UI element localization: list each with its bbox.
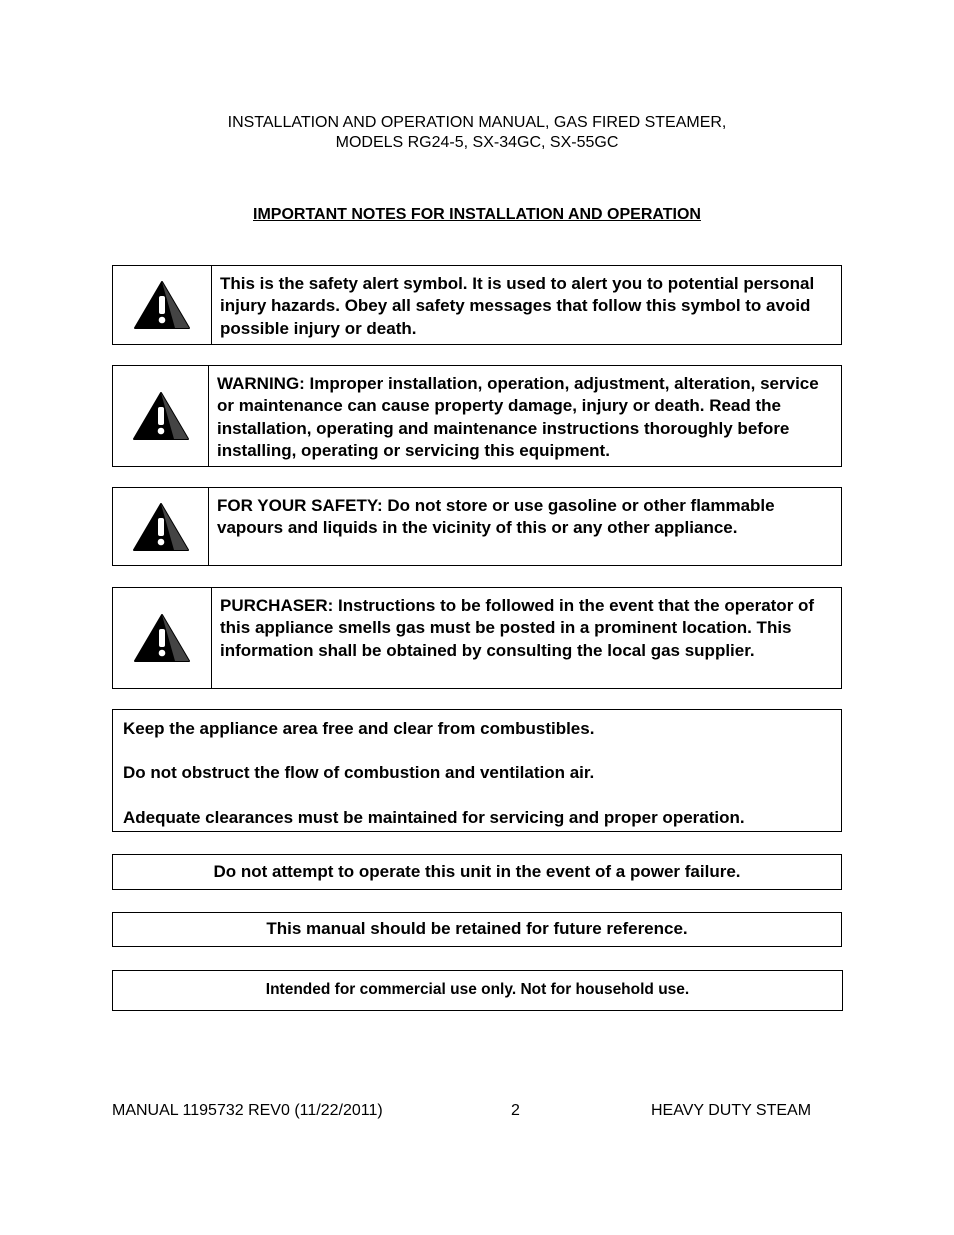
clearance-note: Adequate clearances must be maintained for servicing and proper operation. [123,807,745,827]
notice-retain-text: This manual should be retained for future reference. [266,919,688,939]
alert-box-warning [112,365,842,467]
notice-power-text: Do not attempt to operate this unit in the event of a power failure. [213,861,741,881]
footer-manual-number: MANUAL 1195732 REV0 (11/22/2011) [112,1102,383,1119]
document-header [0,113,954,153]
header-line-2: MODELS RG24-5, SX-34GC, SX-55GC [335,134,619,151]
alert-text: WARNING: Improper installation, operation, adjustment, alteration, service or maintenance can cause property damage, injury or death. Read the installation, operating and maintenance instructions thoroughly before installing, operating or servicing this equipment. [217,374,819,460]
notice-commercial-text: Intended for commercial use only. Not for household use. [265,981,690,999]
alert-text: FOR YOUR SAFETY: Do not store or use gasoline or other flammable vapours and liquids in the vicinity of this or any other appliance. [217,496,775,538]
footer-brand: HEAVY DUTY STEAM [651,1102,812,1119]
notice-retain-manual [112,912,842,947]
clearance-note: Keep the appliance area free and clear from combustibles. [123,719,595,738]
warning-triangle-icon [132,502,190,552]
alert-text: This is the safety alert symbol. It is used to alert you to potential personal injury hazards. Obey all safety messages that follow this symbol to avoid possible injury or death. [220,274,815,338]
warning-triangle-icon [132,391,190,441]
notice-commercial-use [112,970,843,1011]
alert-box-safety-symbol [112,265,842,345]
alert-text: PURCHASER: Instructions to be followed in the event that the operator of this appliance smells gas must be posted in a prominent location. This information shall be obtained by consulting the local gas supplier. [220,596,815,660]
clearance-notes-box [112,709,842,832]
warning-triangle-icon [133,613,191,663]
notice-power-failure [112,854,842,890]
alert-box-purchaser [112,587,842,689]
warning-triangle-icon [133,280,191,330]
section-title: IMPORTANT NOTES FOR INSTALLATION AND OPERATION [253,206,701,223]
alert-box-for-your-safety [112,487,842,566]
header-line-1: INSTALLATION AND OPERATION MANUAL, GAS FIRED STEAMER, [227,114,727,131]
clearance-note: Do not obstruct the flow of combustion and ventilation air. [123,763,595,783]
footer-page-number: 2 [511,1102,520,1119]
